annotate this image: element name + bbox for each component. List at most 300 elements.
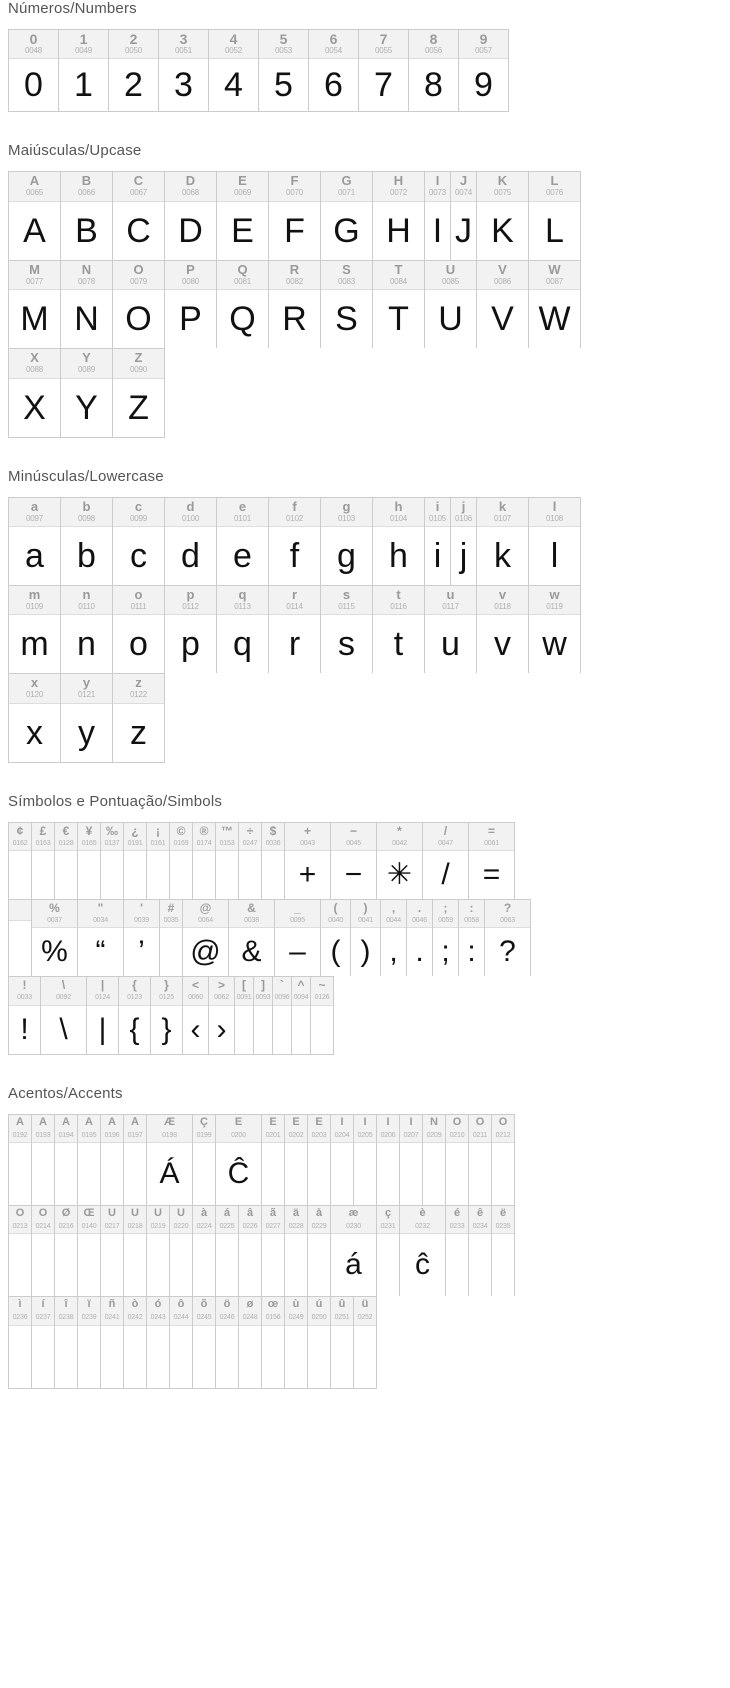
section-title: Minúsculas/Lowercase — [8, 467, 164, 485]
glyph-cell[interactable] — [217, 172, 269, 259]
glyph-cell[interactable] — [170, 1297, 193, 1387]
glyph-char-label: © — [176, 824, 186, 838]
glyph-cell[interactable] — [407, 900, 433, 976]
glyph-row — [8, 29, 509, 112]
glyph-cell[interactable] — [321, 261, 373, 348]
glyph-preview — [147, 1326, 169, 1388]
glyph-cell[interactable] — [9, 1297, 32, 1387]
glyph-cell[interactable] — [124, 900, 160, 976]
glyph-cell[interactable] — [147, 1297, 170, 1387]
glyph-preview — [170, 1326, 192, 1388]
glyph-preview — [446, 1143, 468, 1205]
glyph-preview: 5 — [274, 66, 293, 105]
glyph-cell[interactable] — [425, 172, 451, 259]
glyph-cell[interactable] — [113, 586, 165, 673]
glyph-cell[interactable] — [119, 977, 151, 1053]
glyph-preview: 8 — [424, 66, 443, 105]
glyph-cell[interactable] — [159, 30, 209, 111]
glyph-cell[interactable] — [409, 30, 459, 111]
glyph-char-label: 9 — [479, 32, 488, 47]
glyph-cell[interactable] — [78, 823, 101, 899]
glyph-cell[interactable] — [529, 498, 581, 585]
glyph-cell[interactable] — [235, 977, 254, 1053]
glyph-cell[interactable] — [308, 1206, 331, 1296]
glyph-cell[interactable] — [309, 30, 359, 111]
glyph-cell[interactable] — [113, 349, 165, 436]
glyph-code-label: 0224 — [196, 1223, 212, 1231]
glyph-cell[interactable] — [351, 900, 381, 976]
glyph-char-label: € — [62, 824, 70, 838]
glyph-code-label: 0220 — [173, 1223, 189, 1231]
glyph-code-label: 0228 — [288, 1223, 304, 1231]
glyph-code-label: 0108 — [546, 513, 563, 523]
glyph-cell[interactable] — [61, 261, 113, 348]
glyph-cell-header — [477, 498, 528, 527]
glyph-cell-header — [354, 1297, 376, 1325]
glyph-char-label: f — [292, 499, 297, 514]
glyph-code-label: 0097 — [26, 513, 43, 523]
glyph-char-label: ó — [154, 1299, 162, 1311]
glyph-code-label: 0191 — [127, 839, 143, 847]
glyph-cell[interactable] — [459, 30, 509, 111]
glyph-cell[interactable] — [32, 1115, 55, 1205]
glyph-code-label: 0232 — [415, 1223, 430, 1231]
glyph-code-label: 0047 — [438, 839, 453, 847]
glyph-cell[interactable] — [78, 1297, 101, 1387]
glyph-code-label: 0194 — [58, 1131, 74, 1139]
glyph-cell[interactable] — [529, 261, 581, 348]
glyph-cell[interactable] — [262, 1115, 285, 1205]
glyph-cell[interactable] — [124, 1115, 147, 1205]
glyph-cell[interactable] — [147, 1206, 170, 1296]
glyph-cell[interactable] — [469, 1115, 492, 1205]
glyph-preview: k — [494, 536, 511, 575]
glyph-cell[interactable] — [32, 1297, 55, 1387]
glyph-preview — [254, 1006, 272, 1054]
glyph-cell[interactable] — [254, 977, 273, 1053]
glyph-code-label: 0137 — [104, 839, 120, 847]
glyph-preview: ĉ — [415, 1248, 430, 1282]
glyph-code-label: 0234 — [472, 1223, 488, 1231]
glyph-cell[interactable] — [216, 1206, 239, 1296]
glyph-cell[interactable] — [285, 1297, 308, 1387]
glyph-cell[interactable] — [269, 172, 321, 259]
glyph-code-label: 0070 — [286, 188, 303, 198]
glyph-cell[interactable] — [239, 1206, 262, 1296]
glyph-cell[interactable] — [183, 900, 229, 976]
glyph-code-label: 0077 — [26, 276, 43, 286]
glyph-cell[interactable] — [113, 498, 165, 585]
glyph-cell-header — [331, 1115, 353, 1143]
glyph-char-label: / — [443, 824, 448, 838]
glyph-char-label: È — [234, 1116, 243, 1128]
glyph-cell[interactable] — [477, 261, 529, 348]
glyph-char-label: = — [487, 824, 495, 838]
glyph-cell[interactable] — [477, 586, 529, 673]
glyph-cell-header — [113, 261, 164, 290]
glyph-cell[interactable] — [165, 172, 217, 259]
glyph-preview — [469, 1143, 491, 1205]
glyph-cell[interactable] — [9, 1206, 32, 1296]
glyph-cell[interactable] — [101, 1297, 124, 1387]
glyph-cell[interactable] — [469, 1206, 492, 1296]
glyph-char-label: T — [394, 262, 403, 277]
glyph-code-label: 0174 — [196, 839, 212, 847]
glyph-char-label: M — [29, 262, 40, 277]
glyph-cell[interactable] — [425, 586, 477, 673]
glyph-cell[interactable] — [381, 900, 407, 976]
glyph-cell[interactable] — [262, 823, 285, 899]
glyph-cell[interactable] — [425, 498, 451, 585]
glyph-cell[interactable] — [308, 1115, 331, 1205]
glyph-cell[interactable] — [485, 900, 531, 976]
glyph-code-label: 0120 — [26, 690, 43, 700]
glyph-cell[interactable] — [170, 823, 193, 899]
glyph-cell[interactable] — [459, 900, 485, 976]
glyph-preview — [55, 1326, 77, 1388]
glyph-cell[interactable] — [285, 1115, 308, 1205]
glyph-cell-header — [529, 261, 580, 290]
glyph-cell[interactable] — [9, 349, 61, 436]
glyph-code-label: 0110 — [78, 601, 95, 611]
glyph-cell[interactable] — [529, 586, 581, 673]
glyph-cell[interactable] — [113, 172, 165, 259]
glyph-cell[interactable] — [165, 261, 217, 348]
glyph-code-label: 0239 — [81, 1314, 97, 1322]
glyph-code-label: 0066 — [78, 188, 95, 198]
glyph-cell-header — [193, 823, 215, 851]
glyph-cell[interactable] — [209, 977, 235, 1053]
glyph-preview: 4 — [224, 66, 243, 105]
glyph-cell[interactable] — [151, 977, 183, 1053]
glyph-cell[interactable] — [400, 1206, 446, 1296]
glyph-preview: b — [77, 536, 96, 575]
glyph-cell[interactable] — [377, 1206, 400, 1296]
glyph-code-label: 0162 — [12, 839, 28, 847]
glyph-cell[interactable] — [275, 900, 321, 976]
glyph-cell[interactable] — [170, 1206, 193, 1296]
glyph-cell[interactable] — [165, 586, 217, 673]
glyph-cell[interactable] — [55, 1297, 78, 1387]
glyph-code-label: 0034 — [93, 917, 108, 925]
glyph-char-label: Ç — [200, 1116, 208, 1128]
glyph-char-label: Ä — [108, 1116, 116, 1128]
glyph-cell-header — [459, 900, 484, 928]
glyph-cell-header — [55, 823, 77, 851]
glyph-cell-header — [285, 1297, 307, 1325]
glyph-cell[interactable] — [433, 900, 459, 976]
glyph-preview: } — [161, 1012, 172, 1046]
glyph-cell[interactable] — [492, 1115, 515, 1205]
glyph-cell[interactable] — [217, 261, 269, 348]
section-title: Maiúsculas/Upcase — [8, 142, 142, 160]
glyph-code-label: 0204 — [334, 1131, 350, 1139]
glyph-cell[interactable] — [9, 261, 61, 348]
glyph-char-label: ! — [22, 979, 27, 993]
glyph-cell[interactable] — [239, 1297, 262, 1387]
glyph-cell[interactable] — [61, 172, 113, 259]
glyph-cell-header — [309, 30, 358, 59]
glyph-char-label: 6 — [329, 32, 338, 47]
glyph-cell[interactable] — [124, 1297, 147, 1387]
glyph-char-label: ù — [292, 1299, 300, 1311]
glyph-cell[interactable] — [78, 1206, 101, 1296]
glyph-cell[interactable] — [147, 823, 170, 899]
glyph-cell[interactable] — [147, 1115, 193, 1205]
glyph-cell[interactable] — [469, 823, 515, 899]
glyph-cell[interactable] — [59, 30, 109, 111]
glyph-preview: ✳ — [386, 858, 413, 892]
glyph-cell[interactable] — [78, 900, 124, 976]
glyph-cell[interactable] — [354, 1297, 377, 1387]
glyph-char-label: ô — [177, 1299, 185, 1311]
glyph-code-label: 0104 — [390, 513, 407, 523]
glyph-cell[interactable] — [308, 1297, 331, 1387]
glyph-cell[interactable] — [87, 977, 119, 1053]
glyph-cell-header — [9, 349, 60, 378]
glyph-cell[interactable] — [160, 900, 183, 976]
glyph-cell-header — [160, 900, 182, 928]
glyph-cell[interactable] — [331, 1297, 354, 1387]
glyph-cell-header — [217, 586, 268, 615]
glyph-cell[interactable] — [269, 498, 321, 585]
glyph-row — [8, 497, 581, 585]
glyph-char-label: p — [186, 587, 195, 602]
glyph-char-label: £ — [39, 824, 47, 838]
glyph-cell[interactable] — [113, 261, 165, 348]
glyph-cell[interactable] — [9, 674, 61, 761]
glyph-cell[interactable] — [492, 1206, 515, 1296]
glyph-cell-header — [308, 1297, 330, 1325]
glyph-cell-header — [321, 498, 372, 527]
glyph-cell[interactable] — [78, 1115, 101, 1205]
glyph-cell[interactable] — [216, 1297, 239, 1387]
glyph-cell[interactable] — [124, 1206, 147, 1296]
glyph-code-label: 0248 — [242, 1314, 258, 1322]
glyph-char-label: , — [391, 902, 396, 916]
glyph-cell-header — [119, 977, 150, 1005]
glyph-cell[interactable] — [9, 586, 61, 673]
glyph-cell[interactable] — [239, 823, 262, 899]
glyph-code-label: 0211 — [472, 1131, 488, 1139]
glyph-cell[interactable] — [477, 498, 529, 585]
glyph-preview: x — [26, 713, 43, 752]
glyph-cell[interactable] — [109, 30, 159, 111]
glyph-cell[interactable] — [377, 1115, 400, 1205]
glyph-cell[interactable] — [61, 586, 113, 673]
glyph-cell-header — [477, 172, 528, 201]
glyph-cell[interactable] — [477, 172, 529, 259]
glyph-char-label: K — [497, 174, 508, 189]
glyph-char-label: ì — [18, 1299, 22, 1311]
glyph-cell[interactable] — [331, 1206, 377, 1296]
glyph-code-label: 0101 — [234, 513, 251, 523]
glyph-cell[interactable] — [311, 977, 334, 1053]
glyph-cell[interactable] — [61, 674, 113, 761]
glyph-cell-header — [216, 1297, 238, 1325]
glyph-cell[interactable] — [446, 1115, 469, 1205]
glyph-preview — [124, 1234, 146, 1296]
glyph-row — [8, 585, 581, 673]
glyph-cell[interactable] — [217, 498, 269, 585]
glyph-cell[interactable] — [321, 586, 373, 673]
glyph-cell[interactable] — [321, 900, 351, 976]
glyph-char-label: : — [469, 902, 474, 916]
glyph-cell[interactable] — [262, 1206, 285, 1296]
glyph-cell-header — [321, 900, 350, 928]
glyph-cell-header — [239, 1206, 261, 1234]
glyph-preview: / — [441, 858, 450, 892]
glyph-cell[interactable] — [400, 1115, 423, 1205]
glyph-char-label: Q — [237, 262, 248, 277]
glyph-cell[interactable] — [359, 30, 409, 111]
glyph-cell[interactable] — [259, 30, 309, 111]
glyph-char-label: ã — [269, 1208, 277, 1220]
glyph-cell[interactable] — [183, 977, 209, 1053]
glyph-cell[interactable] — [9, 977, 41, 1053]
glyph-char-label: í — [41, 1299, 45, 1311]
glyph-cell[interactable] — [193, 1115, 216, 1205]
glyph-cell[interactable] — [101, 823, 124, 899]
glyph-code-label: 0041 — [358, 917, 373, 925]
glyph-cell[interactable] — [55, 823, 78, 899]
glyph-cell-header — [101, 1206, 123, 1234]
glyph-char-label: Ö — [38, 1208, 48, 1220]
glyph-cell[interactable] — [209, 30, 259, 111]
glyph-cell[interactable] — [262, 1297, 285, 1387]
glyph-cell[interactable] — [377, 823, 423, 899]
glyph-cell-header — [262, 823, 284, 851]
glyph-cell-header — [55, 1297, 77, 1325]
glyph-cell[interactable] — [101, 1115, 124, 1205]
glyph-char-label: Æ — [164, 1116, 175, 1128]
glyph-cell-header — [113, 349, 164, 378]
glyph-cell[interactable] — [9, 498, 61, 585]
glyph-cell[interactable] — [193, 1206, 216, 1296]
glyph-cell-header — [529, 498, 580, 527]
glyph-cell[interactable] — [373, 586, 425, 673]
glyph-cell[interactable] — [9, 172, 61, 259]
glyph-char-label: æ — [348, 1208, 359, 1220]
glyph-cell[interactable] — [529, 172, 581, 259]
glyph-cell[interactable] — [165, 498, 217, 585]
glyph-cell[interactable] — [9, 823, 32, 899]
glyph-cell[interactable] — [216, 1115, 262, 1205]
glyph-preview: − — [344, 858, 363, 892]
glyph-char-label: Ì — [340, 1116, 344, 1128]
glyph-char-label: J — [459, 174, 468, 189]
glyph-cell[interactable] — [193, 1297, 216, 1387]
glyph-cell[interactable] — [269, 261, 321, 348]
glyph-cell[interactable] — [425, 261, 477, 348]
glyph-char-label: X — [30, 351, 39, 366]
glyph-cell[interactable] — [373, 498, 425, 585]
glyph-cell[interactable] — [451, 172, 477, 259]
glyph-cell-header — [124, 900, 159, 928]
glyph-preview — [9, 1234, 31, 1296]
glyph-cell[interactable] — [41, 977, 87, 1053]
glyph-cell[interactable] — [32, 823, 55, 899]
glyph-cell[interactable] — [285, 1206, 308, 1296]
glyph-cell-header — [359, 30, 408, 59]
glyph-cell[interactable] — [9, 1115, 32, 1205]
glyph-cell[interactable] — [321, 498, 373, 585]
glyph-cell[interactable] — [193, 823, 216, 899]
glyph-cell[interactable] — [292, 977, 311, 1053]
glyph-char-label: å — [315, 1208, 323, 1220]
glyph-cell-header — [451, 498, 476, 527]
glyph-cell[interactable] — [217, 586, 269, 673]
glyph-preview: e — [233, 536, 252, 575]
glyph-cell[interactable] — [285, 823, 331, 899]
glyph-code-label: 0118 — [494, 601, 511, 611]
glyph-grid — [8, 171, 730, 437]
glyph-cell[interactable] — [61, 498, 113, 585]
glyph-code-label: 0165 — [81, 839, 97, 847]
glyph-char-label: R — [289, 262, 300, 277]
glyph-cell[interactable] — [113, 674, 165, 761]
glyph-cell[interactable] — [101, 1206, 124, 1296]
glyph-cell-header — [101, 1115, 123, 1143]
glyph-cell-header — [124, 1115, 146, 1143]
glyph-cell[interactable] — [331, 823, 377, 899]
glyph-char-label: 3 — [179, 32, 188, 47]
glyph-cell[interactable] — [229, 900, 275, 976]
glyph-char-label: − — [349, 824, 357, 838]
glyph-cell-header — [446, 1206, 468, 1234]
glyph-cell[interactable] — [451, 498, 477, 585]
glyph-cell[interactable] — [373, 172, 425, 259]
glyph-cell[interactable] — [55, 1206, 78, 1296]
glyph-cell[interactable] — [446, 1206, 469, 1296]
glyph-cell[interactable] — [216, 823, 239, 899]
glyph-cell[interactable] — [32, 1206, 55, 1296]
glyph-preview — [55, 851, 77, 899]
glyph-char-label: À — [16, 1116, 24, 1128]
glyph-cell[interactable] — [321, 172, 373, 259]
glyph-cell[interactable] — [9, 900, 32, 976]
glyph-preview: – — [289, 935, 306, 969]
glyph-cell[interactable] — [273, 977, 292, 1053]
glyph-cell[interactable] — [55, 1115, 78, 1205]
glyph-cell-header — [373, 586, 424, 615]
glyph-cell[interactable] — [331, 1115, 354, 1205]
glyph-cell[interactable] — [124, 823, 147, 899]
glyph-cell[interactable] — [423, 823, 469, 899]
glyph-code-label: 0117 — [442, 601, 459, 611]
glyph-cell[interactable] — [9, 30, 59, 111]
glyph-char-label: i — [435, 499, 440, 514]
glyph-cell[interactable] — [269, 586, 321, 673]
glyph-preview — [216, 851, 238, 899]
glyph-char-label: à — [200, 1208, 208, 1220]
glyph-cell[interactable] — [61, 349, 113, 436]
glyph-preview — [78, 1143, 100, 1205]
glyph-char-label: L — [550, 174, 559, 189]
glyph-cell[interactable] — [32, 900, 78, 976]
glyph-cell-header — [109, 30, 158, 59]
glyph-cell[interactable] — [423, 1115, 446, 1205]
glyph-cell[interactable] — [373, 261, 425, 348]
section-lowercase — [0, 468, 730, 763]
glyph-preview — [124, 1326, 146, 1388]
glyph-char-label: w — [549, 587, 560, 602]
glyph-cell-header — [373, 172, 424, 201]
glyph-preview: p — [181, 625, 200, 664]
glyph-cell[interactable] — [354, 1115, 377, 1205]
glyph-preview — [285, 1143, 307, 1205]
glyph-preview: 3 — [174, 66, 193, 105]
